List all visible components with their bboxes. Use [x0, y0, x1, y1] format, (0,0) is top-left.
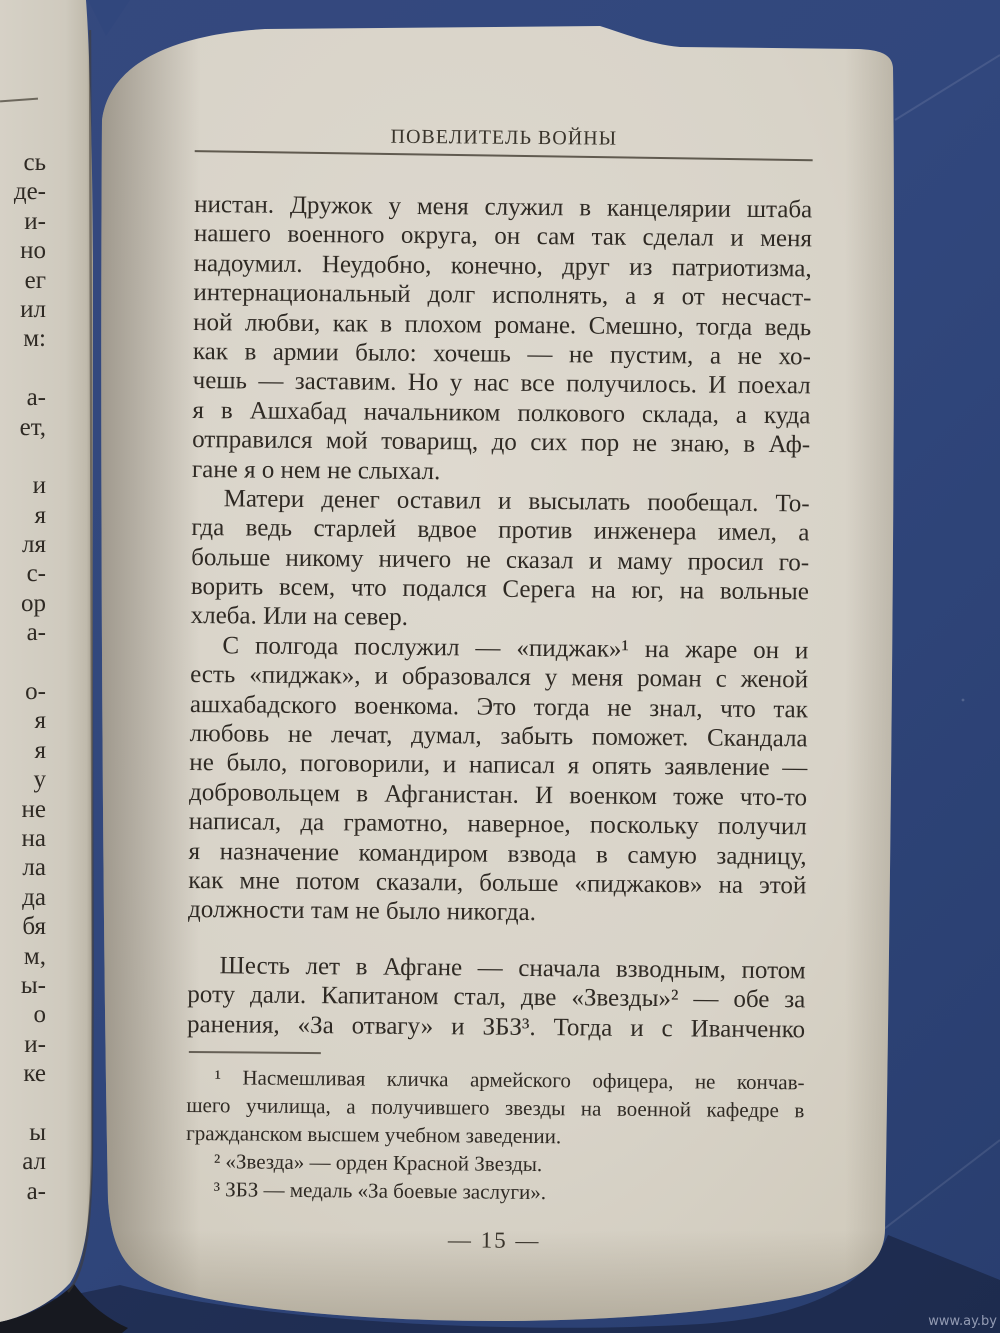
fragment-line: но	[20, 237, 46, 265]
paragraph	[192, 190, 813, 489]
right-page	[185, 118, 813, 1256]
footnotes	[186, 1063, 805, 1208]
fragment-line: у	[33, 766, 46, 794]
text-line: я назначение командиром взвода в самую задницу,	[188, 837, 807, 870]
text-line: не было, поговорили, и написал я опять заявление —	[189, 749, 808, 782]
fragment-line	[0, 442, 46, 471]
fragment-line	[0, 1089, 46, 1118]
fragment-line	[0, 354, 46, 383]
text-line: как в армии было: хочешь — не пустим, а не хо-	[192, 337, 812, 371]
fragment-line: бя	[22, 913, 46, 941]
text-line: ³ ЗБЗ — медаль «За боевые заслуги».	[213, 1177, 547, 1205]
left-page-fragments	[0, 148, 46, 1206]
fragment-line: на	[21, 824, 46, 852]
text-line: больше никому ничего не сказал и маму просил го-	[191, 543, 810, 577]
fragment-line: а-	[26, 1177, 46, 1205]
text-line: любовь не лечат, думал, забыть поможет. Скандала	[189, 720, 808, 753]
text-line: добровольцем в Афганистан. И военком тоже что-то	[188, 778, 808, 812]
fragment-line: ы	[29, 1118, 46, 1146]
paragraph	[191, 484, 810, 636]
text-line: гане я о нем не слыхал.	[191, 455, 441, 485]
fragment-line: а-	[26, 619, 46, 647]
text-line: Матери денег оставил и высылать пообещал. То-	[223, 485, 810, 518]
fragment-line	[0, 648, 46, 677]
fragment-line: ил	[20, 295, 46, 323]
fragment-line: ег	[24, 266, 46, 294]
text-line: С полгода послужил — «пиджак»¹ на жаре он и	[222, 632, 809, 665]
running-header: ПОВЕЛИТЕЛЬ ВОЙНЫ	[390, 125, 618, 150]
fragment-line: ы-	[20, 971, 46, 999]
text-line: есть «пиджак», и образовался у меня роман с женой	[190, 661, 809, 694]
fragment-line: а-	[26, 384, 46, 412]
fragment-line: я	[34, 736, 46, 764]
text-line: ной любви, как в плохом романе. Смешно, тогда ведь	[193, 308, 812, 341]
fragment-line: ля	[22, 531, 46, 559]
paragraph	[187, 951, 806, 1045]
text-line: ¹ Насмешливая кличка армейского офицера, не кончав-	[214, 1065, 805, 1095]
paragraph	[188, 631, 809, 930]
text-line: роту дали. Капитаном стал, две «Звезды»² — обе за	[187, 981, 806, 1014]
fragment-line: ла	[22, 854, 46, 882]
text-line: гражданском высшем учебном заведении.	[186, 1120, 562, 1149]
fragment-line: м,	[23, 942, 46, 970]
page-number: — 15 —	[447, 1227, 541, 1253]
text-line: надоумил. Неудобно, конечно, друг из патриотизма,	[193, 249, 812, 283]
text-line: ранения, «За отвагу» и ЗБЗ³. Тогда и с Иванченко	[186, 1010, 806, 1043]
fragment-line: о	[33, 1001, 46, 1029]
text-line: интернациональный долг исполнять, а я от несчаст-	[193, 279, 812, 312]
fragment-line: ке	[23, 1060, 46, 1088]
text-line: я в Ашхабад начальником полкового склада, а куда	[192, 396, 811, 430]
fragment-line: ет,	[19, 413, 46, 441]
paragraph	[186, 1063, 805, 1152]
fragment-line: и-	[24, 1030, 46, 1058]
text-line: отправился мой товарищ, до сих пор не знаю, в Аф-	[192, 426, 811, 459]
fragment-line: о-	[25, 678, 46, 706]
watermark: www.ay.by	[928, 1314, 997, 1329]
text-line: должности там не было никогда.	[187, 896, 537, 927]
fragment-line: ор	[21, 589, 46, 617]
text-line: ворить всем, что подался Серега на юг, на вольные	[190, 573, 810, 606]
fragment-line: я	[34, 707, 46, 735]
body-text	[187, 190, 812, 1044]
text-line: ² «Звезда» — орден Красной Звезды.	[213, 1149, 543, 1177]
text-line: нашего военного округа, он сам так сделал и меня	[193, 220, 813, 253]
text-line: как мне потом сказали, больше «пиджаков» на этой	[188, 866, 807, 900]
fragment-line: и-	[24, 207, 46, 235]
fragment-line: ал	[22, 1148, 46, 1176]
fragment-line: де-	[13, 178, 46, 206]
fragment-line: и	[32, 472, 46, 500]
footnote-separator	[189, 1051, 321, 1054]
fragment-line: с-	[26, 560, 46, 588]
text-line: чешь — заставим. Но у нас все получилось. И поехал	[192, 367, 811, 400]
text-line: Шесть лет в Афгане — сначала взводным, потом	[219, 952, 806, 985]
text-line: написал, да грамотно, наверное, поскольку получил	[188, 808, 807, 841]
text-line: хлеба. Или на север.	[190, 602, 409, 632]
fragment-line: я	[34, 501, 46, 529]
text-line: ашхабадского военкома. Это тогда не знал, что так	[189, 690, 808, 724]
text-line: гда ведь старлей вдвое против инженера имел, а	[191, 514, 810, 547]
fragment-line: сь	[23, 149, 46, 176]
paragraph	[186, 1175, 804, 1208]
text-line: нистан. Дружок у меня служил в канцелярии штаба	[194, 190, 813, 224]
fragment-line: м:	[23, 325, 46, 353]
fragment-line: да	[22, 883, 46, 911]
fragment-line: не	[21, 795, 46, 823]
text-line: шего училища, а получившего звезды на военной кафедре в	[186, 1092, 805, 1123]
